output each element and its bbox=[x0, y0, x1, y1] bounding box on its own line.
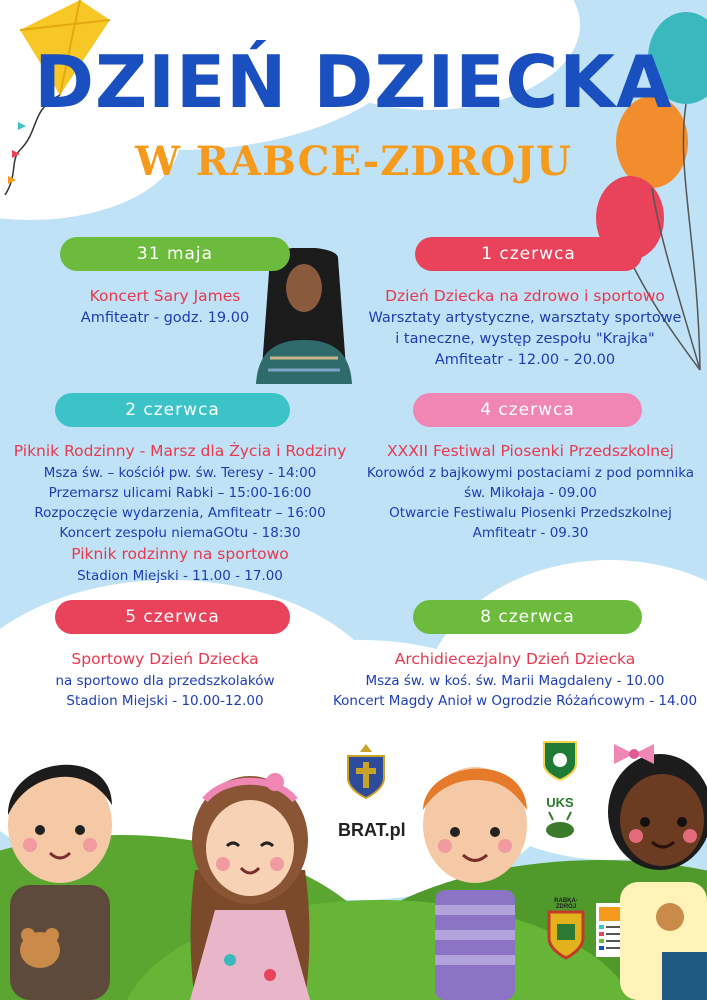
boy-with-bear-shirt-illustration bbox=[0, 735, 120, 1000]
event-heading: Piknik rodzinny na sportowo bbox=[71, 545, 289, 563]
event-heading: Sportowy Dzień Dziecka bbox=[71, 650, 259, 668]
event-line: i taneczne, występ zespołu "Krajka" bbox=[395, 331, 655, 347]
event-jun5 bbox=[20, 648, 310, 711]
event-line: Koncert zespołu niemaGOtu - 18:30 bbox=[59, 525, 301, 541]
event-line: św. Mikołaja - 09.00 bbox=[464, 485, 597, 501]
event-jun1 bbox=[345, 285, 705, 371]
rabka-zdroj-label: RABKA-ZDRÓJ bbox=[554, 898, 578, 910]
event-jun4 bbox=[358, 440, 703, 543]
event-heading: Piknik Rodzinny - Marsz dla Życia i Rodziny bbox=[13, 442, 347, 460]
event-line: Otwarcie Festiwalu Piosenki Przedszkolnej bbox=[389, 505, 672, 521]
event-line: Amfiteatr - 09.30 bbox=[472, 525, 589, 541]
event-may31 bbox=[60, 285, 270, 329]
date-pill-jun4: 4 czerwca bbox=[413, 393, 642, 427]
girl-with-pink-bow-illustration bbox=[590, 722, 707, 1000]
rabka-zdroj-logo bbox=[545, 898, 587, 956]
boy-in-striped-shirt-illustration bbox=[405, 740, 545, 1000]
event-line: Stadion Miejski - 11.00 - 17.00 bbox=[77, 568, 283, 584]
event-line: Przemarsz ulicami Rabki – 15:00-16:00 bbox=[48, 485, 312, 501]
event-line: Koncert Magdy Anioł w Ogrodzie Różańcowym - 14.00 bbox=[332, 693, 698, 709]
page-title: DZIEŃ DZIECKA bbox=[34, 40, 673, 124]
event-line: Korowód z bajkowymi postaciami z pod pomnika bbox=[366, 465, 695, 481]
event-line: Amfiteatr - godz. 19.00 bbox=[80, 310, 250, 326]
event-jun8 bbox=[325, 648, 705, 711]
uks-label: UKS bbox=[546, 795, 574, 810]
page-subtitle: W RABCE-ZDROJU bbox=[134, 138, 573, 185]
girl-in-pink-dress-illustration bbox=[175, 760, 325, 1000]
event-line: Stadion Miejski - 10.00-12.00 bbox=[66, 693, 264, 709]
event-line: Amfiteatr - 12.00 - 20.00 bbox=[434, 352, 616, 368]
event-heading: Dzień Dziecka na zdrowo i sportowo bbox=[385, 287, 665, 305]
parish-crest-logo bbox=[342, 742, 390, 800]
event-heading: Koncert Sary James bbox=[89, 287, 241, 305]
town-crest-icon bbox=[545, 910, 587, 960]
date-pill-jun8: 8 czerwca bbox=[413, 600, 642, 634]
event-line: Rozpoczęcie wydarzenia, Amfiteatr – 16:00 bbox=[34, 505, 326, 521]
event-line: Msza św. – kościół pw. św. Teresy - 14:00 bbox=[43, 465, 317, 481]
date-pill-jun2: 2 czerwca bbox=[55, 393, 290, 427]
date-pill-may31: 31 maja bbox=[60, 237, 290, 271]
brat-logo: BRAT.pl bbox=[338, 820, 406, 840]
event-heading: Archidiecezjalny Dzień Dziecka bbox=[394, 650, 636, 668]
date-pill-jun1: 1 czerwca bbox=[415, 237, 642, 271]
sports-club-crest-logo bbox=[542, 740, 578, 782]
event-jun2 bbox=[5, 440, 355, 586]
event-line: na sportowo dla przedszkolaków bbox=[55, 673, 275, 689]
event-heading: XXXII Festiwal Piosenki Przedszkolnej bbox=[387, 442, 674, 460]
event-line: Warsztaty artystyczne, warsztaty sportowe bbox=[368, 310, 682, 326]
event-line: Msza św. w koś. św. Marii Magdaleny - 10.00 bbox=[365, 673, 665, 689]
date-pill-jun5: 5 czerwca bbox=[55, 600, 290, 634]
